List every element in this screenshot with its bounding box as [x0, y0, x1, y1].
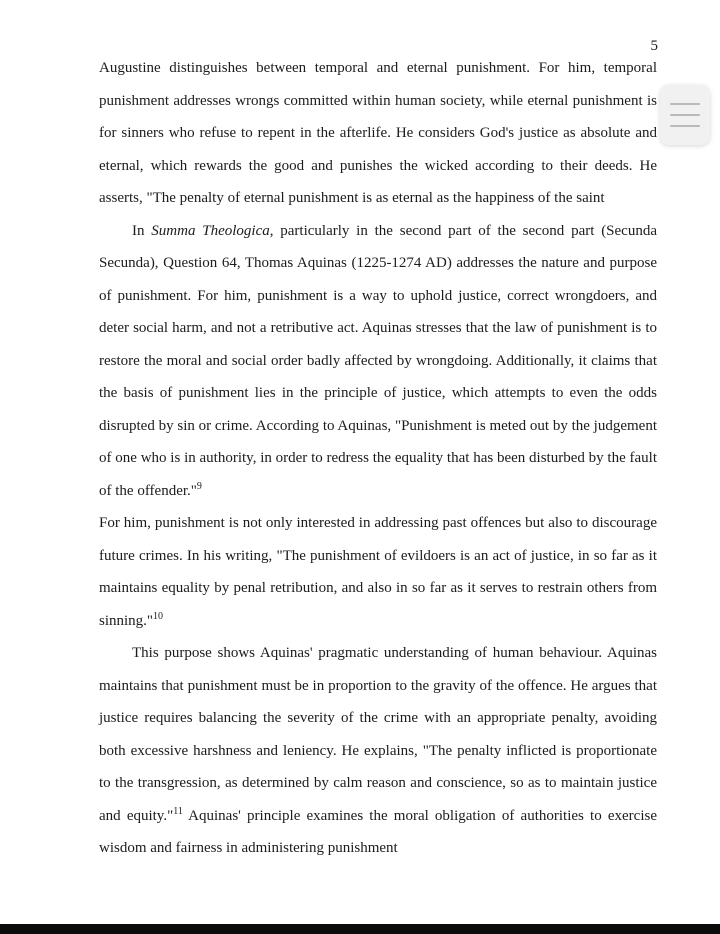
menu-lines-icon	[670, 125, 700, 127]
footnote-reference: 11	[173, 805, 183, 817]
text-run: , particularly in the second part of the second part (Secunda Secunda), Question 64, Thomas Aquinas (1225-1274 AD) addresses the nature and purpose of punishment. For him, punishment is a way to uphold justice, correct wrongdoers, and deter social harm, and not a retributive act. Aquinas stresses that the law of punishment is to restore the moral and social order badly affected by wrongdoing. Additionally, it claims that the basis of punishment lies in the principle of justice, which attempts to even the odds disrupted by sin or crime. According to Aquinas, "Punishment is meted out by the judgement of one who is in authority, in order to redress the equality that has been disturbed by the fault of the offender."	[99, 222, 657, 499]
footnote-reference: 10	[153, 610, 164, 622]
paragraph	[99, 52, 657, 215]
text-run: In	[132, 222, 152, 239]
paragraph	[99, 507, 657, 637]
menu-lines-icon	[670, 103, 700, 105]
scroll-handle-button[interactable]	[660, 85, 710, 145]
bottom-bar	[0, 924, 720, 934]
document-body	[99, 52, 657, 865]
text-run: Summa Theologica	[151, 222, 270, 239]
page-number: 5	[650, 38, 658, 54]
text-run: This purpose shows Aquinas' pragmatic understanding of human behaviour. Aquinas maintains that punishment must be in proportion to the gravity of the offence. He argues that justice requires balancing the severity of the crime with an appropriate penalty, avoiding both excessive harshness and leniency. He explains, "The penalty inflicted is proportionate to the transgression, as determined by calm reason and conscience, so as to maintain justice and equity."	[99, 645, 657, 824]
paragraph	[99, 637, 657, 865]
menu-lines-icon	[670, 114, 700, 116]
paragraph	[99, 215, 657, 508]
text-run: Aquinas' principle examines the moral obligation of authorities to exercise wisdom and fairness in administering punishment	[99, 807, 657, 856]
footnote-reference: 9	[196, 480, 202, 492]
text-run: For him, punishment is not only interested in addressing past offences but also to discourage future crimes. In his writing, "The punishment of evildoers is an act of justice, in so far as it maintains equality by penal retribution, and also in so far as it serves to restrain others from sinning."	[99, 515, 657, 629]
text-run: Augustine distinguishes between temporal and eternal punishment. For him, temporal punishment addresses wrongs committed within human society, while eternal punishment is for sinners who refuse to repent in the afterlife. He considers God's justice as absolute and eternal, which rewards the good and punishes the wicked according to their deeds. He asserts, "The penalty of eternal punishment is as eternal as the happiness of the saint	[99, 60, 657, 206]
